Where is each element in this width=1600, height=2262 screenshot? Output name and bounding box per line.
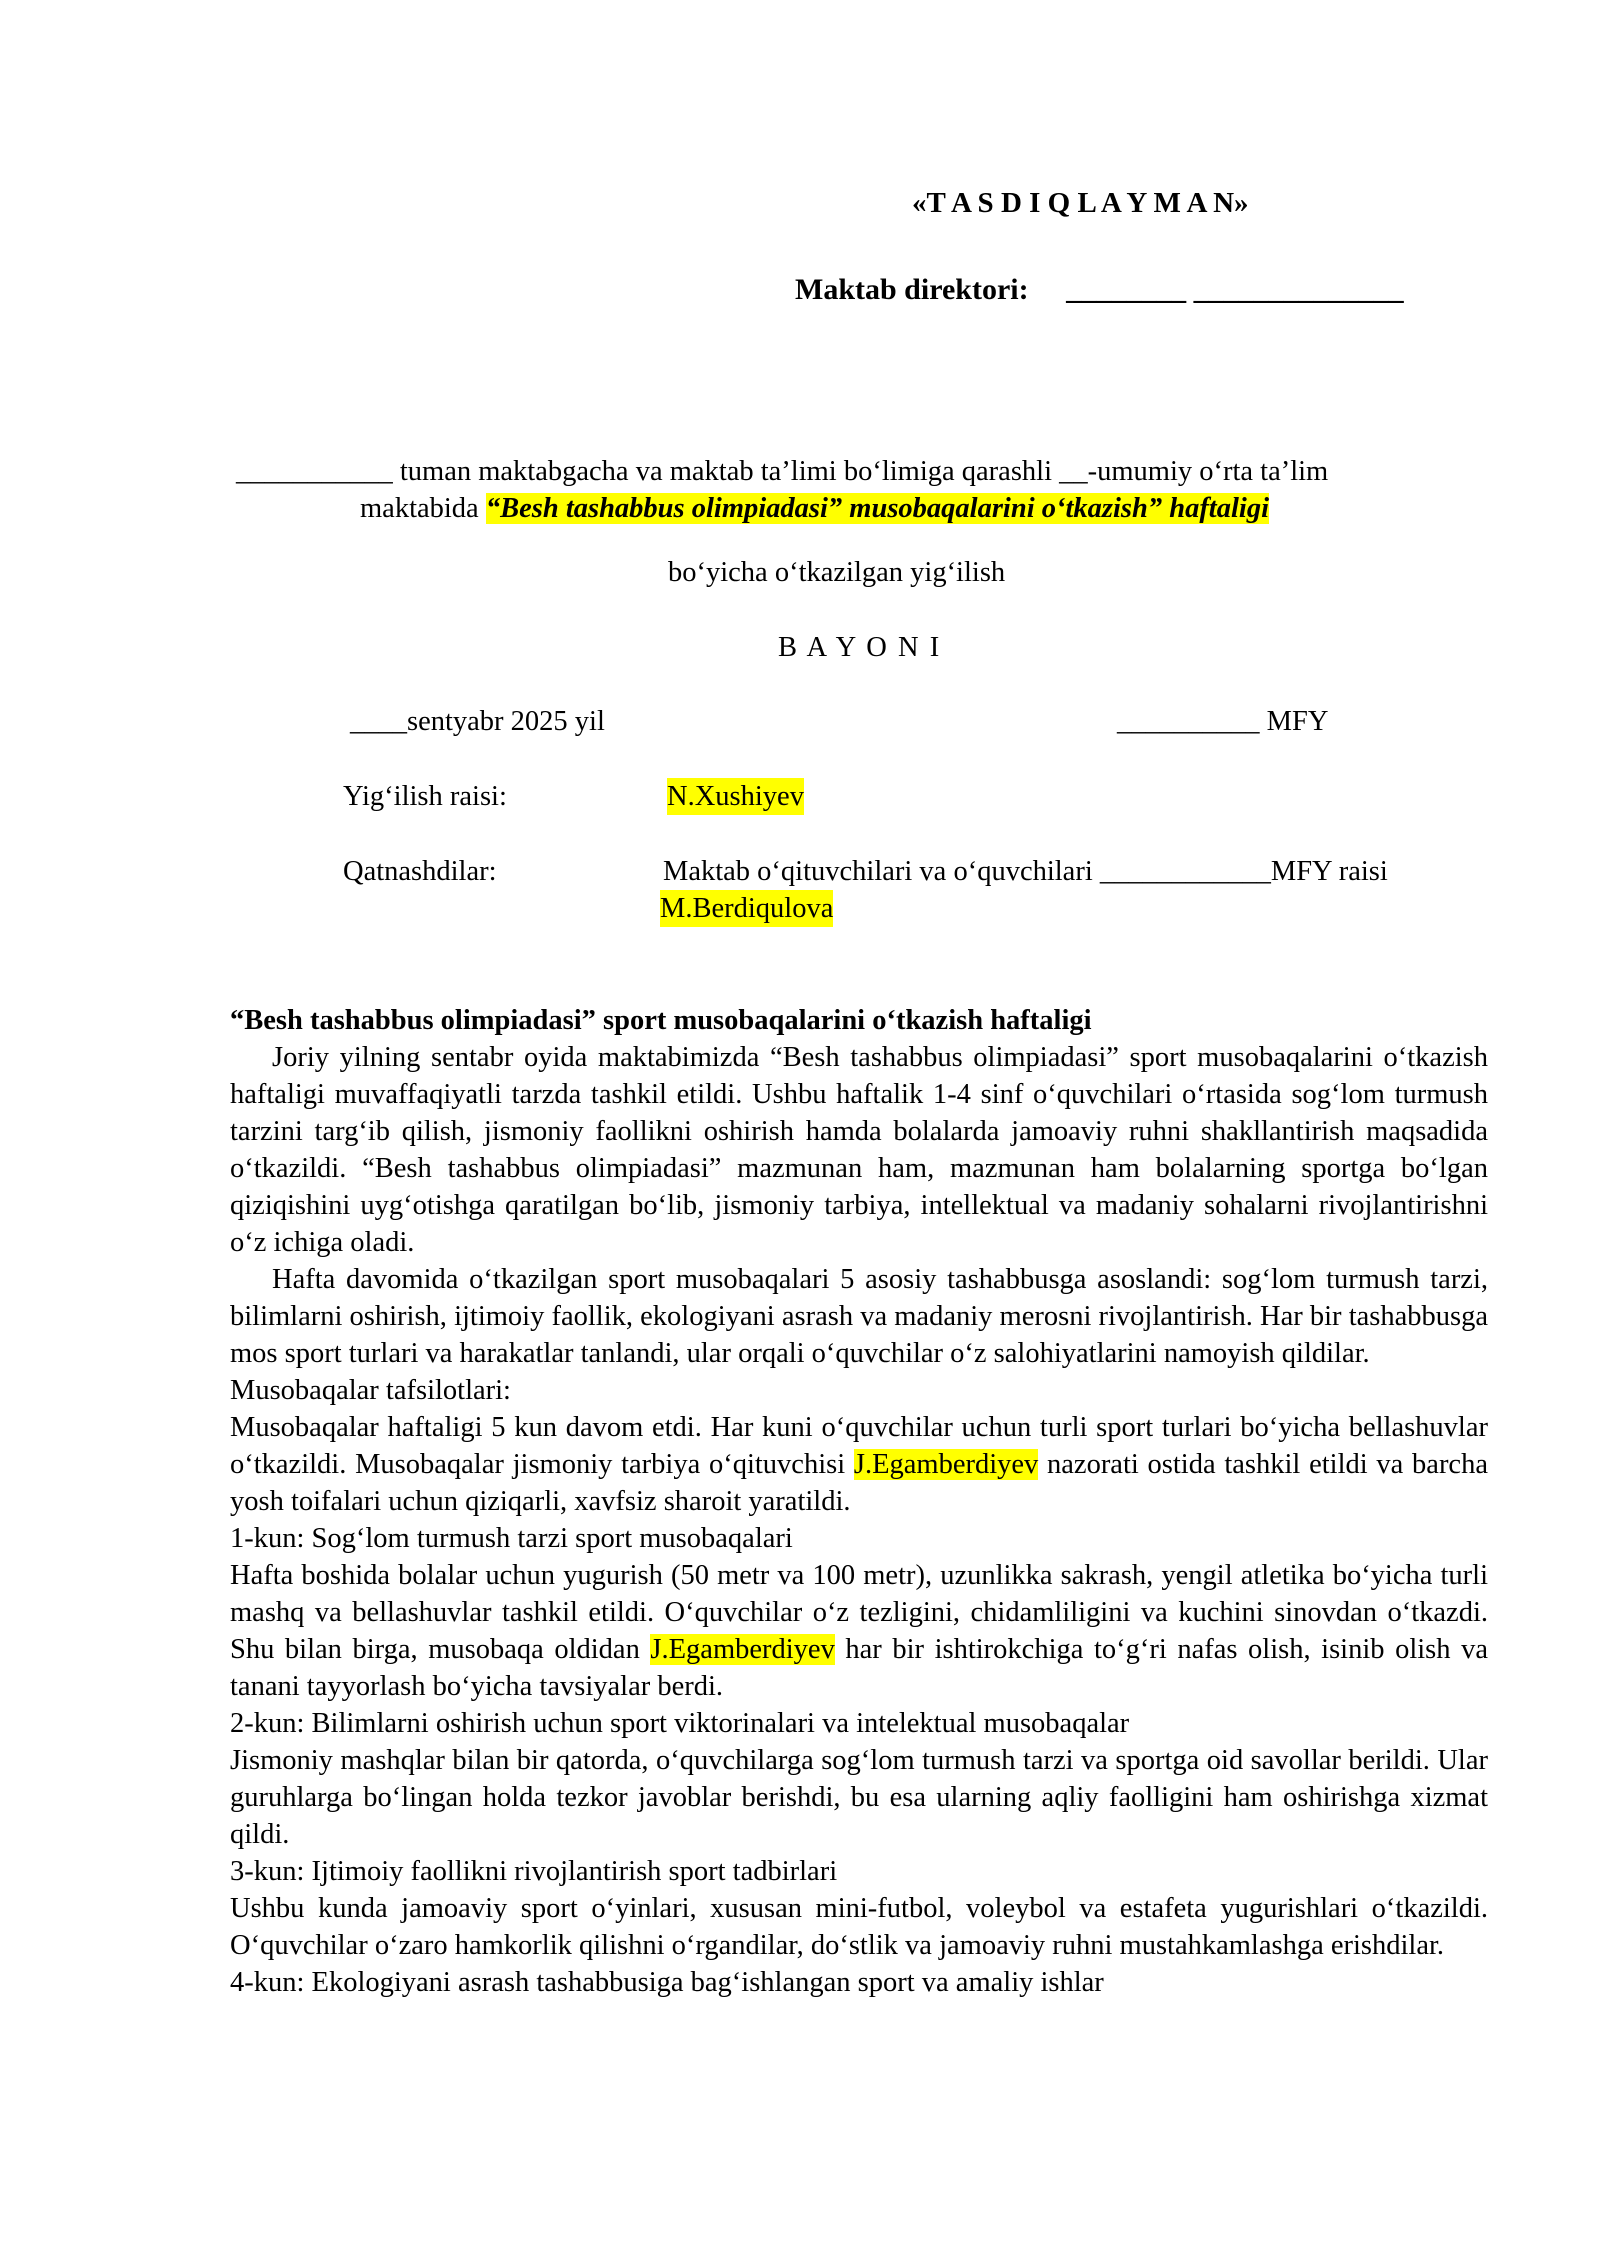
details-heading: Musobaqalar tafsilotlari: [230,1375,511,1406]
chair-name: N.Xushiyev [667,778,804,815]
document-body [230,1002,1488,2001]
day-1-title: 1-kun: Sog‘lom turmush tarzi sport musobaqalari [230,1523,793,1554]
document-type-title: B A Y O N I [778,632,942,663]
participants-label: Qatnashdilar: [343,856,497,887]
paragraph-1: Joriy yilning sentabr oyida maktabimizda “Besh tashabbus olimpiadasi” sport musobaqalarini o‘tkazish haftaligi muvaffaqiyatli tarzda tashkil etildi. Ushbu haftalik 1-4 sinf o‘quvchilari o‘rtasida sog‘lom turmush tarzini targ‘ib qilish, jismoniy faollikni oshirish hamda bolalarda jamoaviy ruhni shakllantirish maqsadida o‘tkazildi. “Besh tashabbus olimpiadasi” mazmunan ham, mazmunan ham bolalarning sportga bo‘lgan qiziqishini uyg‘otishga qaratilgan bo‘lib, jismoniy tarbiya, intellektual va madaniy sohalarni rivojlantirishni o‘z ichiga oladi. [230,1042,1488,1258]
day-4-title: 4-kun: Ekologiyani asrash tashabbusiga bag‘ishlangan sport va amaliy ishlar [230,1967,1104,1998]
meeting-date: ____sentyabr 2025 yil [350,706,605,737]
event-title-highlight: “Besh tashabbus olimpiadasi” musobaqalarini o‘tkazish” haftaligi [485,493,1269,524]
day-2-title: 2-kun: Bilimlarni oshirish uchun sport viktorinalari va intelektual musobaqalar [230,1708,1130,1739]
teacher-name: J.Egamberdiyev [853,1449,1039,1480]
director-signature-blank: ________ ______________ [1066,273,1404,306]
intro-line-1: ___________ tuman maktabgacha va maktab ta’limi bo‘limiga qarashli __-umumiy o‘rta ta’lim [236,456,1329,487]
paragraph-3-end: nazorati ostida tashkil etildi va barcha yosh toifalari uchun qiziqarli, xavfsiz sharoit yaratildi. [230,1449,1488,1517]
body-title: “Besh tashabbus olimpiadasi” sport musobaqalarini o‘tkazish haftaligi [230,1005,1092,1036]
paragraph-2: Hafta davomida o‘tkazilgan sport musobaqalari 5 asosiy tashabbusga asoslandi: sog‘lom turmush tarzi, bilimlarni oshirish, ijtimoiy faollik, ekologiyani asrash va madaniy merosni rivojlantirish. Har bir tashabbusga mos sport turlari va harakatlar tanlandi, ular orqali o‘quvchilar o‘z salohiyatlarini namoyish qildilar. [230,1264,1488,1369]
day-2-text: Jismoniy mashqlar bilan bir qatorda, o‘quvchilarga sog‘lom turmush tarzi va sportga oid savollar berildi. Ular guruhlarga bo‘lingan holda tezkor javoblar berishdi, bu esa ularning aqliy faolligini ham oshirishga xizmat qildi. [230,1745,1488,1850]
intro-line-2 [360,490,1269,527]
day-1-text-end: har bir ishtirokchiga to‘g‘ri nafas olish, isinib olish va tanani tayyorlash bo‘yicha tavsiyalar berdi. [230,1634,1488,1702]
intro-line-2-prefix: maktabida [360,493,486,524]
paragraph-3 [230,1409,1488,1520]
participants-name: M.Berdiqulova [660,890,833,927]
approval-heading: «T A S D I Q L A Y M A N» [912,187,1249,219]
day-1-teacher-name: J.Egamberdiyev [650,1634,835,1665]
day-3-title: 3-kun: Ijtimoiy faollikni rivojlantirish sport tadbirlari [230,1856,838,1887]
director-line [795,271,1404,308]
paragraph-3-start: Musobaqalar haftaligi 5 kun davom etdi. Har kuni o‘quvchilar uchun turli sport turlari bo‘yicha bellashuvlar o‘tkazildi. Musobaqalar jismoniy tarbiya o‘qituvchisi [230,1412,1488,1480]
director-label: Maktab direktori: [795,273,1029,306]
intro-line-3: bo‘yicha o‘tkazilgan yig‘ilish [668,557,1006,588]
participants-text: Maktab o‘qituvchilari va o‘quvchilari ____________MFY raisi [663,856,1388,887]
day-1-text-start: Hafta boshida bolalar uchun yugurish (50 metr va 100 metr), uzunlikka sakrash, yengil atletika bo‘yicha turli mashq va bellashuvlar tashkil etildi. O‘quvchilar o‘z tezligini, chidamliligini va kuchini sinovdan o‘tkazdi. Shu bilan birga, musobaqa oldidan [230,1560,1488,1665]
day-1-text [230,1557,1488,1705]
mfy-name: __________ MFY [1117,706,1329,737]
day-3-text: Ushbu kunda jamoaviy sport o‘yinlari, xususan mini-futbol, voleybol va estafeta yugurishlari o‘tkazildi. O‘quvchilar o‘zaro hamkorlik qilishni o‘rgandilar, do‘stlik va jamoaviy ruhni mustahkamlashga erishdilar. [230,1893,1488,1961]
chair-label: Yig‘ilish raisi: [343,781,507,812]
